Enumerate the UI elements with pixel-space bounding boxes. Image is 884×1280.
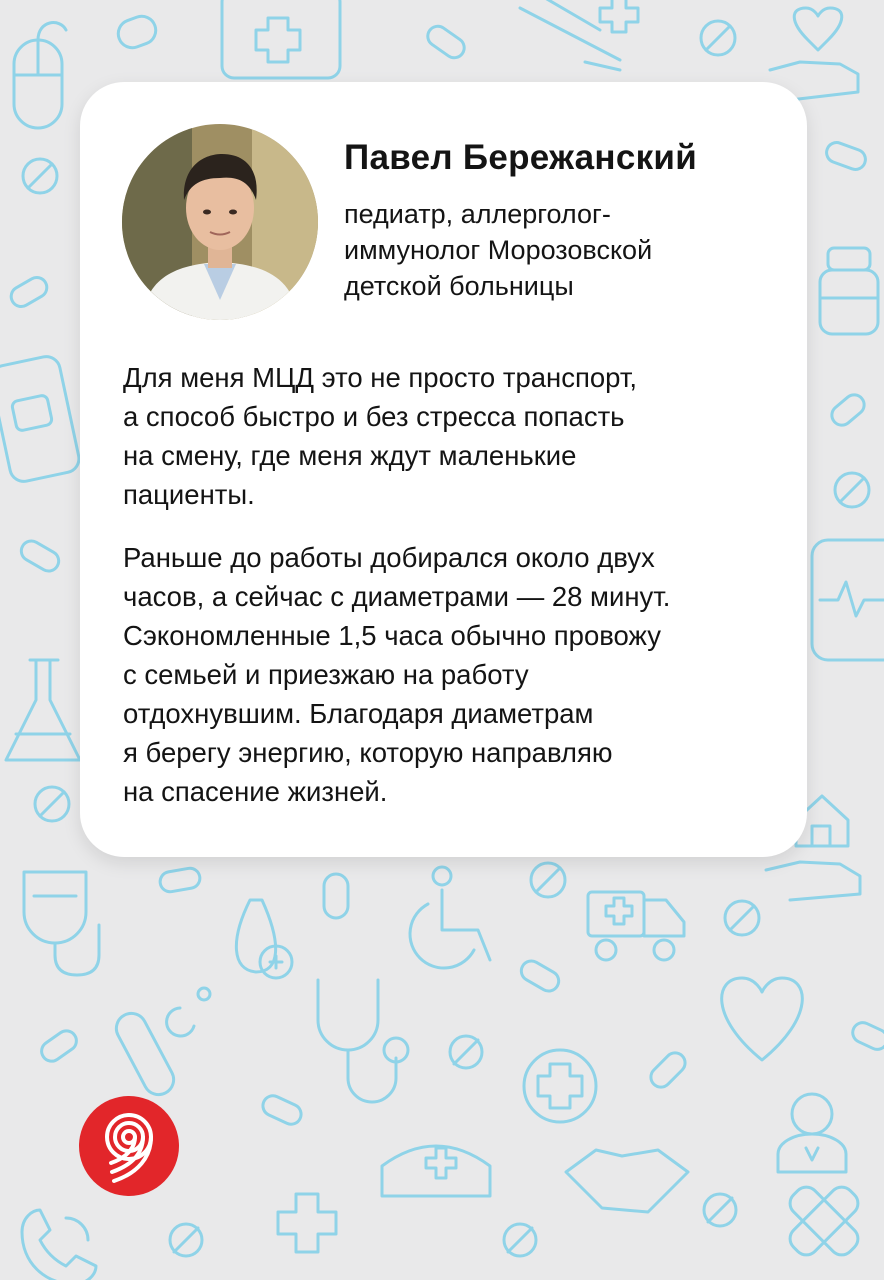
- quote-line: часов, а сейчас с диаметрами — 28 минут.: [123, 581, 671, 612]
- cross-icon: [278, 1194, 336, 1252]
- pill-icon: [424, 22, 468, 61]
- quote-line: с семьей и приезжаю на работу: [123, 659, 529, 690]
- wheelchair-icon: [410, 867, 490, 968]
- jar-icon: [820, 248, 878, 334]
- quote-line: пациенты.: [123, 479, 255, 510]
- pill-icon: [849, 1019, 884, 1052]
- handshake-icon: [566, 1150, 688, 1212]
- bandage-icon: [785, 1182, 863, 1260]
- mcd-logo: [78, 1095, 180, 1197]
- pill-icon: [518, 957, 563, 994]
- quote-paragraph-2: [123, 538, 783, 811]
- pill-icon: [35, 787, 69, 821]
- pill-icon: [18, 537, 63, 574]
- thermometer-icon: [111, 988, 210, 1100]
- pill-icon: [23, 159, 57, 193]
- pill-icon: [531, 863, 565, 897]
- drop-icon: [236, 900, 292, 978]
- pill-icon: [701, 21, 735, 55]
- pill-icon: [159, 867, 202, 894]
- stethoscope-icon: [318, 980, 408, 1102]
- pill-icon: [835, 473, 869, 507]
- ambulance-icon: [588, 892, 684, 960]
- cross-circle-icon: [524, 1050, 596, 1122]
- pill-icon: [647, 1049, 689, 1091]
- person-role: [344, 196, 764, 304]
- pill-icon: [38, 1027, 81, 1065]
- quote-line: Раньше до работы добирался около двух: [123, 542, 655, 573]
- nurse-cap-icon: [382, 1146, 490, 1196]
- bed-icon: [520, 0, 638, 70]
- quote-line: Для меня МЦД это не просто транспорт,: [123, 362, 638, 393]
- role-line: иммунолог Морозовской: [344, 235, 653, 265]
- phone-icon: [0, 354, 82, 484]
- pill-icon: [260, 1092, 305, 1127]
- pill-icon: [704, 1194, 736, 1226]
- pill-icon: [824, 140, 868, 172]
- pill-icon: [114, 12, 159, 51]
- quote-line: Сэкономленные 1,5 часа обычно провожу: [123, 620, 661, 651]
- flask-icon: [6, 660, 80, 760]
- person-name: Павел Бережанский: [344, 138, 698, 177]
- pill-icon: [8, 274, 51, 310]
- quote-line: а способ быстро и без стресса попасть: [123, 401, 625, 432]
- heart-icon: [722, 978, 803, 1060]
- quote-line: отдохнувшим. Благодаря диаметрам: [123, 698, 594, 729]
- avatar: [122, 124, 318, 320]
- pill-icon: [828, 391, 868, 429]
- doctor-icon: [778, 1094, 846, 1172]
- role-line: педиатр, аллерголог-: [344, 199, 611, 229]
- quote-line: на смену, где меня ждут маленькие: [123, 440, 577, 471]
- phone-call-icon: [22, 1210, 96, 1280]
- role-line: детской больницы: [344, 271, 574, 301]
- quote-line: я берегу энергию, которую направляю: [123, 737, 613, 768]
- pill-icon: [170, 1224, 202, 1256]
- iv-bag-icon: [24, 872, 99, 975]
- quote-card: [80, 82, 807, 857]
- pill-icon: [725, 901, 759, 935]
- mouse-icon: [14, 23, 66, 128]
- pill-icon: [450, 1036, 482, 1068]
- first-aid-kit-icon: [222, 0, 340, 78]
- pill-icon: [504, 1224, 536, 1256]
- pill-icon: [324, 874, 348, 918]
- ecg-monitor-icon: [812, 540, 884, 660]
- quote-line: на спасение жизней.: [123, 776, 388, 807]
- quote-paragraph-1: [123, 358, 783, 514]
